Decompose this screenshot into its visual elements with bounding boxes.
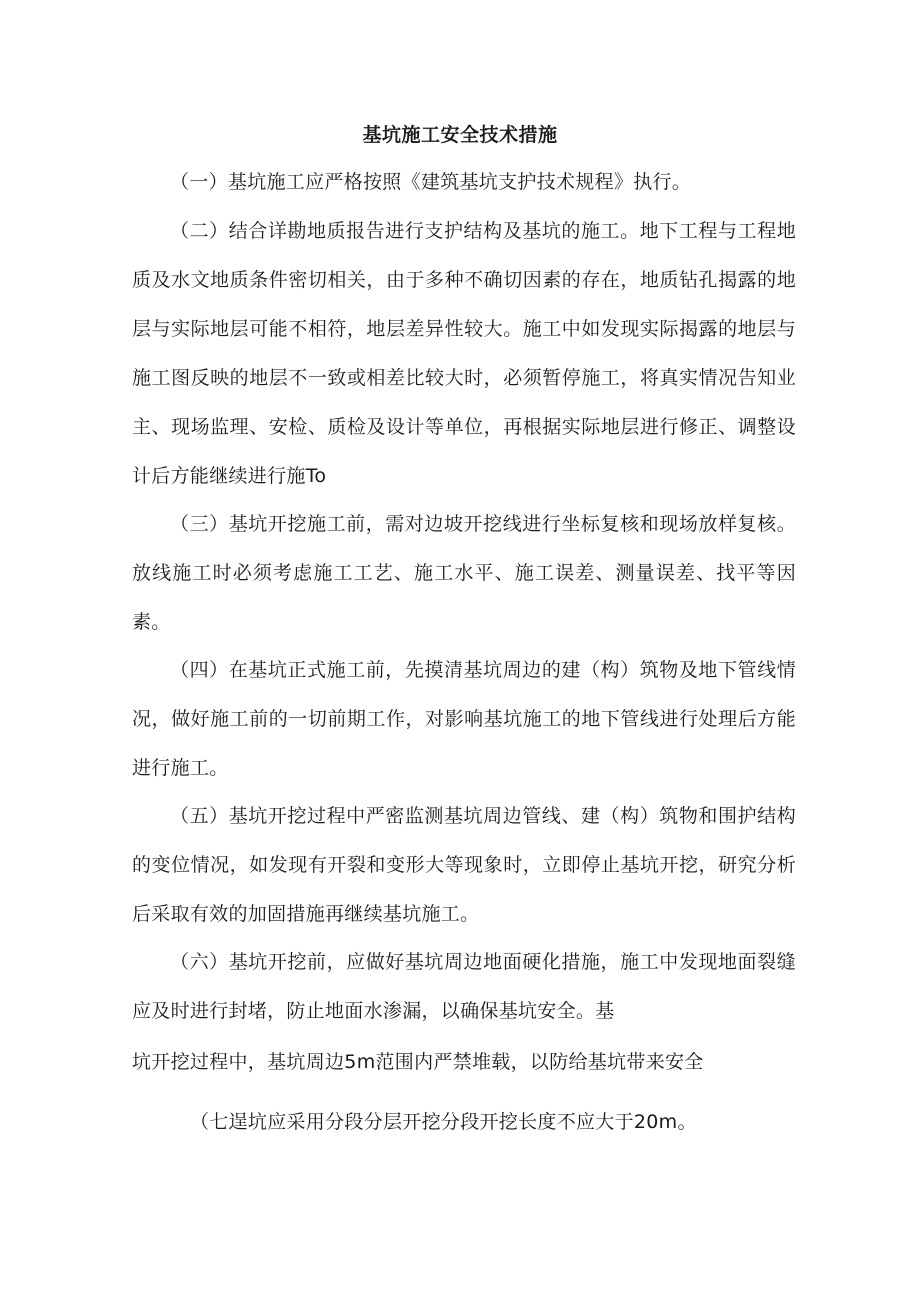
document-title: 基坑施工安全技术措施 — [362, 124, 558, 146]
paragraph-3: （三）基坑开挖施工前，需对边坡开挖线进行坐标复核和现场放样复核。放线施工时必须考虑施工工艺、施工水平、施工误差、测量误差、找平等因素。 — [132, 513, 796, 633]
paragraph-6: （六）基坑开挖前，应做好基坑周边地面硬化措施，施工中发现地面裂缝应及时进行封堵，防止地面水渗漏，以确保基坑安全。基 — [132, 951, 796, 1022]
paragraph-5: （五）基坑开挖过程中严密监测基坑周边管线、建（构）筑物和围护结构的变位情况，如发现有开裂和变形大等现象时，立即停止基坑开挖，研究分析后采取有效的加固措施再继续基坑施工。 — [132, 805, 796, 925]
paragraph-7: （七逞坑应采用分段分层开挖分段开挖长度不应大于20m。 — [190, 1111, 697, 1133]
paragraph-4: （四）在基坑正式施工前，先摸清基坑周边的建（构）筑物及地下管线情况，做好施工前的一切前期工作，对影响基坑施工的地下管线进行处理后方能进行施工。 — [132, 659, 796, 779]
paragraph-1: （一）基坑施工应严格按照《建筑基坑支护技术规程》执行。 — [170, 171, 692, 193]
paragraph-2: （二）结合详勘地质报告进行支护结构及基坑的施工。地下工程与工程地质及水文地质条件密切相关，由于多种不确切因素的存在，地质钻孔揭露的地层与实际地层可能不相符，地层差异性较大。施工中如发现实际揭露的地层与施工图反映的地层不一致或相差比较大时，必须暂停施工，将真实情况告知业主、现场监理、安检、质检及设计等单位，再根据实际地层进行修正、调整设计后方能继续进行施To — [132, 220, 796, 487]
paragraph-6-continuation: 坑开挖过程中，基坑周边5m范围内严禁堆载，以防给基坑带来安全 — [132, 1051, 704, 1073]
